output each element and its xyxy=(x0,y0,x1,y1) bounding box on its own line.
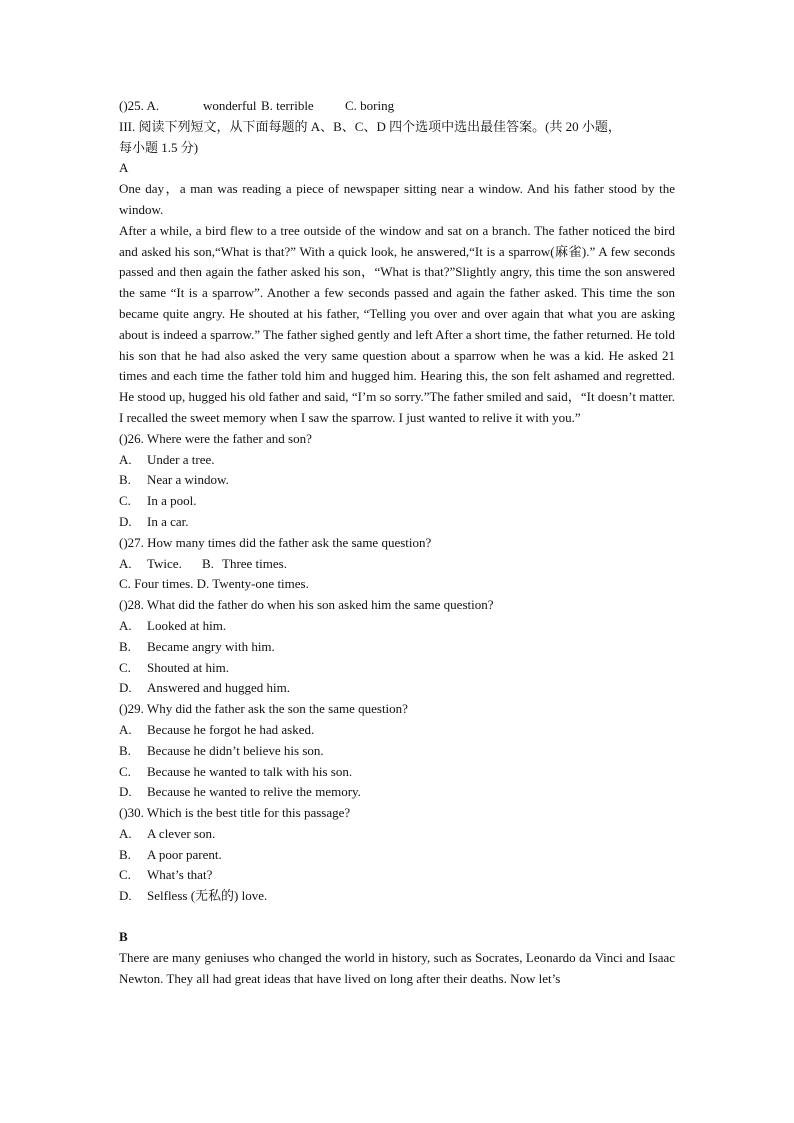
q29-option-d xyxy=(119,782,675,803)
option-letter: A. xyxy=(119,617,132,633)
question-26: ()26. Where were the father and son? xyxy=(119,430,312,446)
option-letter: D. xyxy=(119,784,132,800)
q30-option-d xyxy=(119,886,675,907)
option-text: In a car. xyxy=(147,513,189,529)
q28-option-a xyxy=(119,616,675,637)
option-text: A poor parent. xyxy=(147,846,222,862)
option-text: Under a tree. xyxy=(147,451,215,467)
section-3-instruction-cont: 每小题 1.5 分) xyxy=(119,139,199,155)
option-text: Because he forgot he had asked. xyxy=(147,721,315,737)
passage-b-paragraph-1: There are many geniuses who changed the world in history, such as Socrates, Leonardo da Vinci and Isaac Newton. They all had great ideas that have lived on long after their deaths. Now let’s xyxy=(119,949,675,986)
option-text: Twice. xyxy=(147,555,182,571)
option-letter: C. xyxy=(119,659,131,675)
q29-option-a xyxy=(119,720,675,741)
q27-options-ab xyxy=(119,554,675,575)
q26-option-b xyxy=(119,470,675,491)
option-letter: D. xyxy=(119,680,132,696)
q28-option-c xyxy=(119,658,675,679)
q28-option-b xyxy=(119,637,675,658)
option-text: Shouted at him. xyxy=(147,659,229,675)
option-letter: B. xyxy=(119,846,131,862)
option-letter: B. xyxy=(202,555,214,571)
q30-option-b xyxy=(119,845,675,866)
option-text: Answered and hugged him. xyxy=(147,680,290,696)
option-text: Near a window. xyxy=(147,472,229,488)
option-text: Looked at him. xyxy=(147,617,227,633)
option-letter: B. xyxy=(119,638,131,654)
q26-option-a xyxy=(119,450,675,471)
q27-option-a xyxy=(119,554,202,575)
section-gap xyxy=(119,907,675,927)
q28-option-d xyxy=(119,678,675,699)
passage-a-paragraph-1: One day，a man was reading a piece of newspaper sitting near a window. And his father stood by the window. xyxy=(119,181,675,217)
question-25 xyxy=(119,96,675,117)
option-letter: C. xyxy=(119,763,131,779)
page-content xyxy=(119,96,675,989)
option-letter: A. xyxy=(119,721,132,737)
option-text: Because he didn’t believe his son. xyxy=(147,742,324,758)
option-letter: D. xyxy=(119,888,132,904)
q25-option-c: C. boring xyxy=(345,98,395,113)
option-text: What’s that? xyxy=(147,867,213,883)
q26-option-d xyxy=(119,512,675,533)
question-30: ()30. Which is the best title for this passage? xyxy=(119,805,351,821)
option-letter: A. xyxy=(119,451,132,467)
option-text: A clever son. xyxy=(147,825,216,841)
option-text: Selfless (无私的) love. xyxy=(147,888,268,904)
passage-a-paragraph-2: After a while, a bird flew to a tree outside of the window and sat on a branch. The father noticed the bird and asked his son,“What is that?” With a quick look, he answered,“It is a sparrow(麻雀).” A few seconds passed and then again the father asked his son，“What is that?”Slightly angry, this time the son answered the same “It is a sparrow”. Another a few seconds passed and again the father asked. This time the son became quite angry. He shouted at his father, “Telling you over and over again that what you are asking about is indeed a sparrow.” The father sighed gently and left After a short time, the father returned. He told his son that he had also asked the very same question about a sparrow when he was a kid. He asked 21 times and each time the father told him and hugged him. Hearing this, the son felt ashamed and regretted. He stood up, hugged his old father and said, “I’m so sorry.”The father smiled and said，“It doesn’t matter. I recalled the sweet memory when I saw the sparrow. I just wanted to relive it with you.” xyxy=(119,222,675,425)
option-letter: B. xyxy=(119,472,131,488)
passage-b-heading: B xyxy=(119,929,128,945)
question-28: ()28. What did the father do when his son asked him the same question? xyxy=(119,597,494,613)
q27-option-b xyxy=(202,554,287,575)
question-27: ()27. How many times did the father ask the same question? xyxy=(119,534,432,550)
q25-option-b: B. terrible xyxy=(261,98,314,113)
q29-option-b xyxy=(119,741,675,762)
option-letter: D. xyxy=(119,513,132,529)
option-text: Because he wanted to talk with his son. xyxy=(147,763,353,779)
q26-option-c xyxy=(119,491,675,512)
option-text: In a pool. xyxy=(147,493,197,509)
passage-a-heading: A xyxy=(119,160,129,176)
q25-number: ()25. A. xyxy=(119,98,160,113)
question-29: ()29. Why did the father ask the son the same question? xyxy=(119,701,408,717)
option-letter: B. xyxy=(119,742,131,758)
option-letter: A. xyxy=(119,555,132,571)
q30-option-c xyxy=(119,865,675,886)
option-letter: C. xyxy=(119,867,131,883)
section-3-instruction: III. 阅读下列短文，从下面每题的 A、B、C、D 四个选项中选出最佳答案。(共 20 小题， xyxy=(119,118,621,134)
q29-option-c xyxy=(119,762,675,783)
q25-option-a: wonderful xyxy=(203,98,257,113)
option-letter: C. xyxy=(119,493,131,509)
option-letter: A. xyxy=(119,825,132,841)
q30-option-a xyxy=(119,824,675,845)
option-text: Three times. xyxy=(222,555,287,571)
option-text: Became angry with him. xyxy=(147,638,275,654)
q27-options-cd: C. Four times. D. Twenty-one times. xyxy=(119,576,309,592)
option-text: Because he wanted to relive the memory. xyxy=(147,784,361,800)
